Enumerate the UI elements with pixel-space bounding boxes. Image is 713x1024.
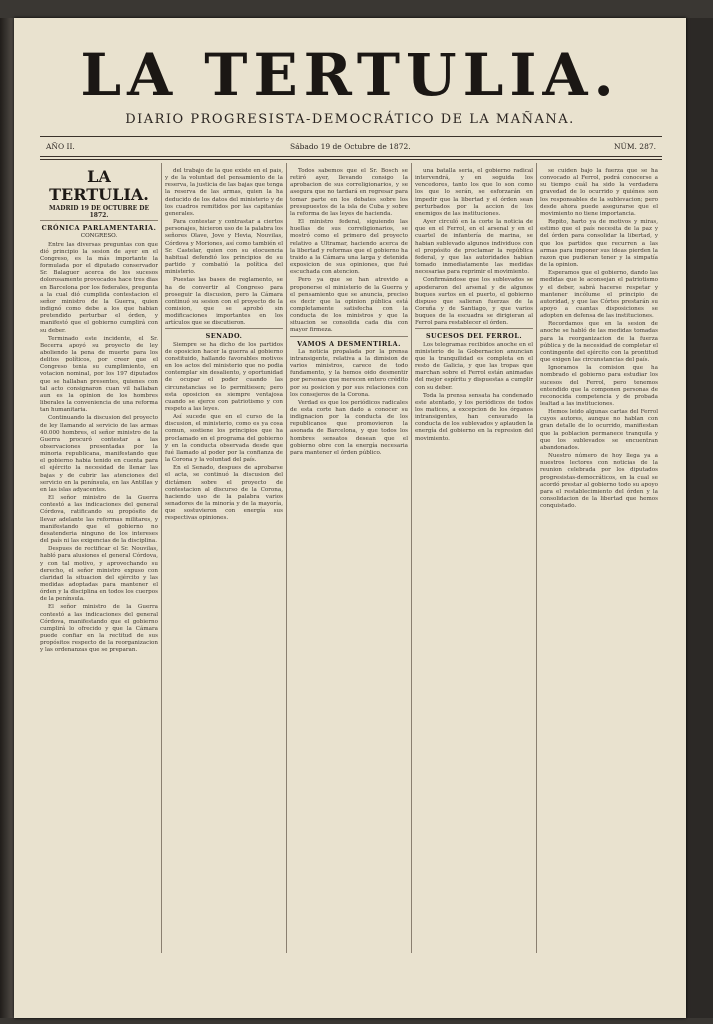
issue-number: NÚM. 287.: [613, 142, 656, 151]
paragraph: Entre las diversas preguntas con que dió principio la sesion de ayer en el Congreso, es la más importante la formulada por el diputado conservador Sr. Balaguer acerca de los sucesos dolorosamente provocados hace tres dias en Barcelona por los federales, pregunta a la cual dió cumplida contestacion el señor ministro de la Guerra, quien indignó como debe a los que habian pretendido perturbar el órden, y manifestó que el gobierno cumplirá con su deber.: [40, 241, 158, 334]
issue-info-bar: [40, 139, 662, 155]
dateline: MADRID 19 DE OCTUBRE DE 1872.: [48, 205, 150, 220]
paragraph: Repito, harto ya de motivos y miras, estimo que el país necesita de la paz y del órden para consolidar la libertad, y que los partidos que recurren a las armas para imponer sus ideas pierden la razon que pudieran tener y la simpatía de la opinion.: [540, 219, 658, 269]
section-heading: VAMOS A DESMENTIRLA.: [290, 336, 408, 348]
article-column: [540, 168, 658, 958]
paragraph: Continuando la discusion del proyecto de ley llamando al servicio de las armas 40.000 hombres, el señor ministro de la Guerra procuró contestar a las observaciones presentadas por la minoria republicana, manifestando que el gobierno habia tenido en cuenta para el ejército la necesidad de llenar las bajas y de cubrir las atenciones del servicio en la península, en las Antillas y en las islas adyacentes.: [40, 415, 158, 493]
issue-year: AÑO II.: [46, 142, 75, 151]
paragraph: Recordamos que en la sesion de anoche se habló de las medidas tomadas para la reorganizacion de la fuerza pública y de la necesidad de completar el contingente del ejército con la prontitud que exigen las circunstancias del país.: [540, 321, 658, 364]
paragraph: del trabajo de la que existe en el país, y de la voluntad del pensamiento de la reserva, la justicia de las bajas que tenga la reserva de las armas, quien la ha deducido de los datos del ministerio y de los cuadros remitidos por las capitanías generales.: [165, 168, 283, 217]
column-separator: [161, 163, 162, 953]
paragraph: Así sucede que en el curso de la discusion, el ministerio, como es ya cosa comun, sostiene los principios que ha proclamado en el programa del gobierno y en la conducta observada desde que fué llamado al poder por la confianza de la Corona y la voluntad del país.: [165, 414, 283, 464]
paragraph: Esperamos que el gobierno, dando las medidas que le aconsejan el patriotismo y el deber, sabrá hacerse respetar y mantener incólume el principio de autoridad, y que las Córtes prestarán su apoyo a cuantas disposiciones se adopten en defensa de las instituciones.: [540, 270, 658, 320]
paragraph: Toda la prensa sensata ha condenado este atentado, y los periódicos de todos los matices, a excepcion de los órganos intransigentes, han censurado la conducta de los sublevados y aplauden la energía del gobierno en la represion del movimiento.: [415, 392, 533, 442]
column-separator: [536, 163, 537, 953]
column-separator: [286, 163, 287, 953]
paragraph: Pero ya que se han atrevido a proponerse el ministerio de la Guerra y el pensamiento que se anuncia, preciso es decir que la opinion pública está completamente satisfecha con la conducta de los ministros y que la situacion se consolida cada dia con mayor firmeza.: [290, 277, 408, 334]
paragraph: Todos sabemos que el Sr. Bosch se retiró ayer, llevando consigo la aprobacion de sus correligionarios, y se asegura que no tardará en regresar para tomar parte en los debates sobre los presupuestos de la isla de Cuba y sobre la reforma de las leyes de hacienda.: [290, 168, 408, 217]
article-column: [290, 168, 408, 958]
paragraph: Los telegramas recibidos anoche en el ministerio de la Gobernacion anuncian que la tranquilidad es completa en el resto de Galicia, y que las tropas que marchan sobre el Ferrol están animadas del mejor espíritu y dispuestas a cumplir con su deber.: [415, 341, 533, 391]
section-subheading: CONGRESO.: [80, 233, 118, 240]
paragraph: una batalla seria, el gobierno radical intervendrá, y en seguida los vencedores, tanto los que lo son como los que lo serán, se esforzarán en impedir que la libertad y el órden sean perturbados por la accion de los enemigos de las instituciones.: [415, 168, 533, 217]
paragraph: se cuiden bajo la fuerza que se ha convocado al Ferrol, podrá conocerse a su tiempo cuál ha sido la verdadera gravedad de lo ocurrido y quiénes son los responsables de la sublevacion; pero desde ahora puede asegurarse que el movimiento no tiene importancia.: [540, 168, 658, 217]
top-rule: [40, 136, 662, 137]
paragraph: Despues de rectificar el Sr. Nouvilas, habló para alusiones el general Córdova, y con tal motivo, y aprovechando su derecho, el señor ministro expuso con claridad la situacion del ejército y las medidas adoptadas para mantener el órden y la disciplina en todos los cuerpos de la península.: [40, 546, 158, 603]
column-title: LA TERTULIA.: [49, 168, 149, 204]
paragraph: Hemos leido algunas cartas del Ferrol cuyos autores, aunque no hablan con gran detalle de lo ocurrido, manifiestan que la poblacion permanece tranquila y que los sublevados se encuentran abandonados.: [540, 409, 658, 451]
paragraph: Nuestro número de hoy llega ya a nuestros lectores con noticias de la reunion celebrada por los diputados progresistas-democráticos, en la cual se acordó prestar al gobierno todo su apoyo para el restablecimiento del órden y la consolidacion de la libertad que hemos conquistado.: [540, 453, 658, 510]
paragraph: El ministro federal, siguiendo las huellas de sus correligionarios, se mostró como el primero del proyecto relativo a Ultramar, haciendo acerca de la libertad y reformas que el gobierno ha traido a la Cámara una larga y detenida exposicion de sus opiniones, que fué escuchada con atencion.: [290, 219, 408, 276]
article-column: [165, 168, 283, 958]
paragraph: Puestas las bases de reglamento, se ha de convertir al Congreso para proseguir la discusion, pero la Cámara continuó su sesion con el proyecto de la comision, que se aprobó sin modificaciones importantes en los artículos que se discutieron.: [165, 277, 283, 327]
paragraph: Ignoramos la comision que ha nombrado el gobierno para estudiar los sucesos del Ferrol, pero tenemos entendido que la componen personas de reconocida competencia y de probada lealtad a las instituciones.: [540, 365, 658, 407]
masthead: [14, 38, 686, 112]
article-column: [415, 168, 533, 958]
paragraph: Para contestar y contrastar a ciertos personajes, hicieron uso de la palabra los señores Olave, Jove y Hevia, Nouvilas, Córdova y Moriones, así como también el Sr. Castelar, quien con su elocuencia habitual defendió los principios de su partido y combatió la política del ministerio.: [165, 219, 283, 276]
book-binding: [0, 18, 14, 1018]
scan-background: [686, 18, 713, 1018]
paragraph: El señor ministro de la Guerra contestó a las indicaciones del general Córdova, ratificando su propósito de llevar adelante las reformas militares, y manifestando que el gobierno no desatenderia ninguno de los intereses del país ni las exigencias de la disciplina.: [40, 495, 158, 545]
article-column: [40, 168, 158, 958]
paragraph: La noticia propalada por la prensa intransigente, relativa a la dimision de varios ministros, carece de todo fundamento, y la hemos oido desmentir por personas que merecen entero crédito por su posicion y por sus relaciones con los consejeros de la Corona.: [290, 348, 408, 398]
section-heading: CRÓNICA PARLAMENTARIA.: [40, 220, 158, 232]
newspaper-subtitle: DIARIO PROGRESISTA-DEMOCRÁTICO DE LA MAÑANA.: [125, 112, 575, 127]
newspaper-title: LA TERTULIA.: [80, 41, 620, 109]
section-heading: SENADO.: [165, 328, 283, 340]
paragraph: Siempre se ha dicho de los partidos de oposicion hacer la guerra al gobierno constituido, hallando favorables motivos en los actos del ministerio que no podia contemplar sin desaliento, y oportunidad de ocupar el poder cuando las circunstancias se lo permitiesen; pero esta oposicion es siempre ventajosa cuando se ejerce con patriotismo y con respeto a las leyes.: [165, 341, 283, 412]
double-rule: [40, 159, 662, 160]
paragraph: Confirmándose que los sublevados se apoderaron del arsenal y de algunos buques surtos en el puerto, el gobierno dispuso que salieran fuerzas de la Coruña y de Santiago, y que varios buques de la escuadra se dirigieran al Ferrol para restablecer el órden.: [415, 277, 533, 327]
bottom-rule: [40, 156, 662, 157]
column-separator: [411, 163, 412, 953]
paragraph: Ayer circuló en la corte la noticia de que en el Ferrol, en el arsenal y en el cuartel de infantería de marina, se habian sublevado algunos individuos con el propósito de proclamar la república federal, y que las autoridades habian tomado inmediatamente las medidas necesarias para reprimir el movimiento.: [415, 219, 533, 276]
section-heading: SUCESOS DEL FERROL.: [415, 328, 533, 340]
paragraph: El señor ministro de la Guerra contestó a las indicaciones del general Córdova, manifestando que el gobierno cumplirá lo ofrecido y que la Cámara puede confiar en la rectitud de sus propósitos respecto de la reorganizacion y las ordenanzas que se preparan.: [40, 604, 158, 654]
newspaper-page: [14, 18, 686, 1018]
paragraph: Terminado este incidente, el Sr. Becerra apoyó su proyecto de ley aboliendo la pena de muerte para los delitos políticos, por creer que el Congreso tenia su cumplimiento, en votacion nominal, por los 197 diputados que se hallaban presentes, quienes con tal acto consignaron cuan vil hallaban aun es la opinion de los hombres liberales la conveniencia de una reforma tan humanitaria.: [40, 335, 158, 414]
paragraph: En el Senado, despues de aprobarse el acta, se continuó la discusion del dictámen sobre el proyecto de contestacion al discurso de la Corona, haciendo uso de la palabra varios senadores de la minoría y de la mayoría, que sostuvieron con energía sus respectivas opiniones.: [165, 465, 283, 522]
paragraph: Verdad es que los periódicos radicales de esta corte han dado a conocer su indignacion por la conducta de los republicanos que promovieron la asonada de Barcelona, y que todos los hombres sensatos desean que el gobierno obre con la energía necesaria para mantener el órden público.: [290, 399, 408, 456]
issue-date: Sábado 19 de Octubre de 1872.: [290, 142, 411, 151]
